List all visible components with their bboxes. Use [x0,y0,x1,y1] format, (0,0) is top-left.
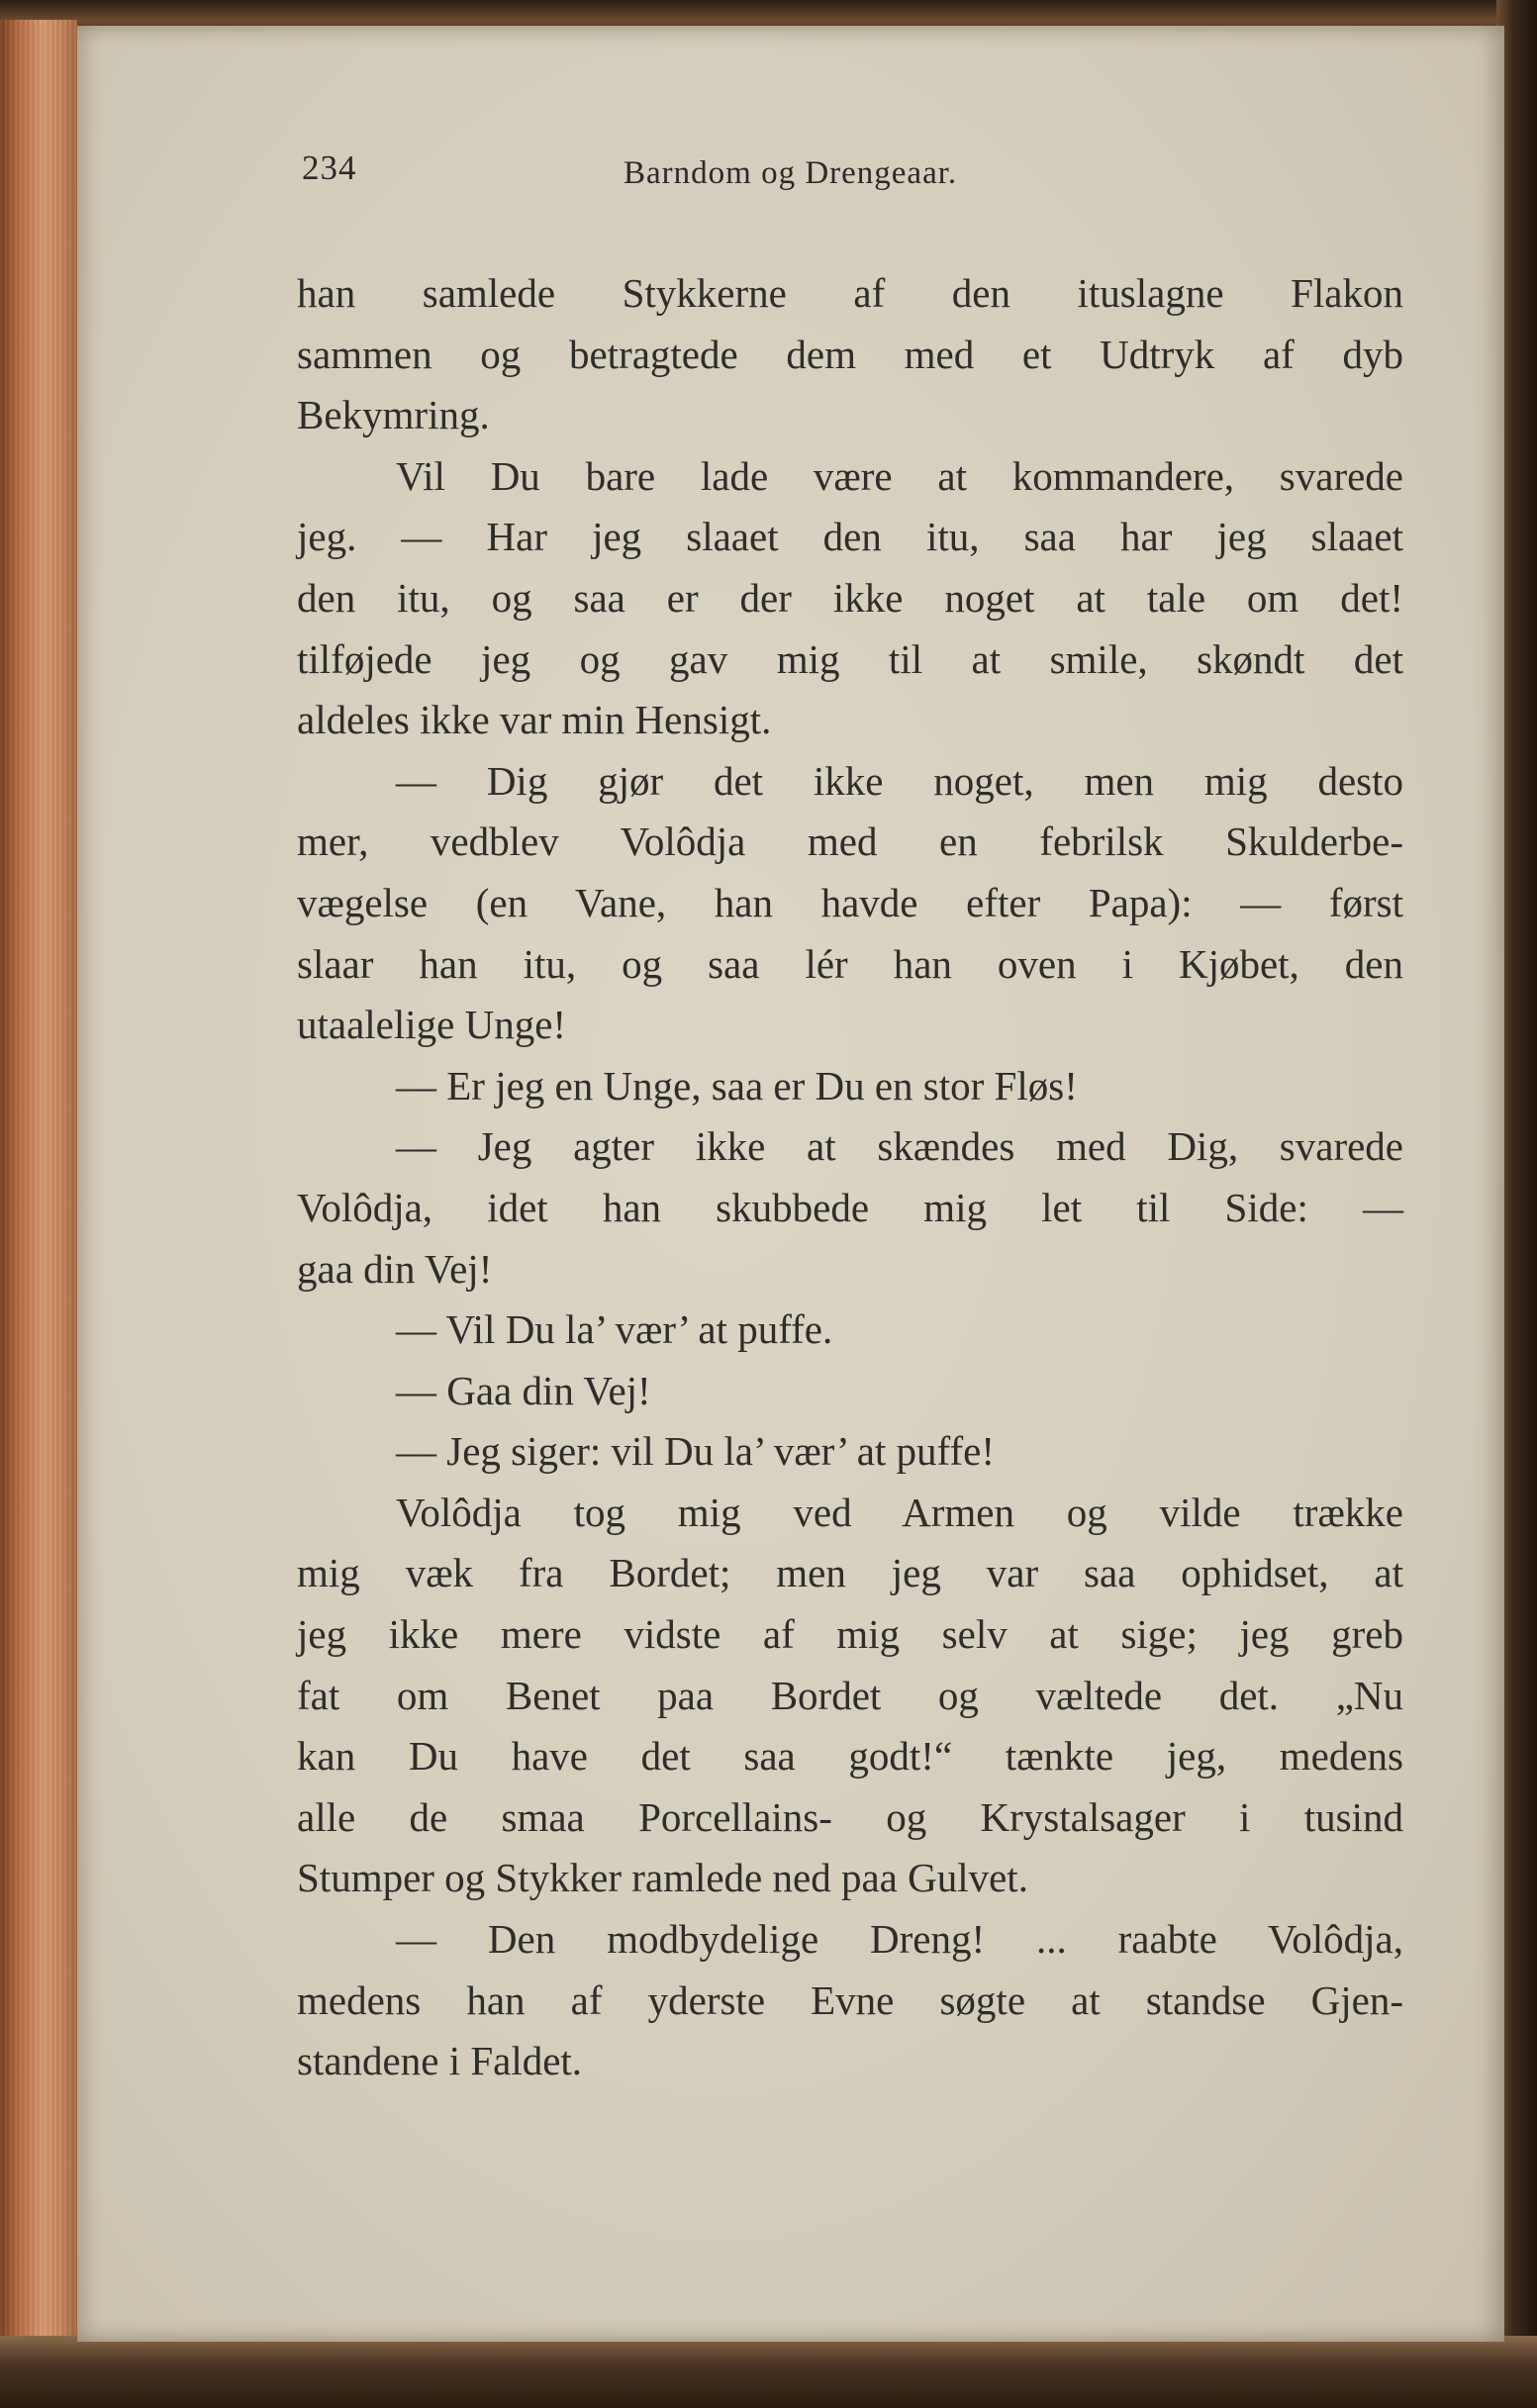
text-line: alle de smaa Porcellains- og Krystalsager i tusind [297,1793,1403,1840]
text-line: Vil Du bare lade være at kommandere, svarede [396,452,1403,499]
text-line: — Er jeg en Unge, saa er Du en stor Fløs! [396,1062,1078,1108]
text-line: medens han af yderste Evne søgte at standse Gjen- [297,1976,1403,2023]
text-line: fat om Benet paa Bordet og væltede det. „Nu [297,1672,1403,1718]
text-line: jeg ikke mere vidste af mig selv at sige; jeg greb [297,1611,1403,1658]
text-line: — Gaa din Vej! [396,1367,651,1413]
text-line: han samlede Stykkerne af den ituslagne Flakon [297,270,1403,316]
text-line: kan Du have det saa godt!“ tænkte jeg, medens [297,1733,1403,1780]
book-bottom-edge [0,2336,1537,2408]
text-line: slaar han itu, og saa lér han oven i Kjøbet, den [297,940,1403,987]
text-line: mer, vedblev Volôdja med en febrilsk Skulderbe- [297,819,1403,865]
running-head: Barndom og Drengeaar. [624,155,958,191]
book-spine-edge [0,20,77,2408]
text-line: den itu, og saa er der ikke noget at tale om det! [297,574,1403,621]
text-line: — Jeg agter ikke at skændes med Dig, svarede [396,1123,1403,1170]
text-line: Volôdja tog mig ved Armen og vilde trække [396,1489,1403,1535]
text-line: gaa din Vej! [297,1245,493,1292]
body-text [297,263,1403,2092]
text-line: Bekymring. [297,392,490,438]
text-line: Stumper og Stykker ramlede ned paa Gulvet. [297,1855,1028,1901]
text-line: utaalelige Unge! [297,1002,567,1048]
text-line: — Jeg siger: vil Du la’ vær’ at puffe! [396,1428,995,1475]
text-line: tilføjede jeg og gav mig til at smile, skøndt det [297,635,1403,682]
text-line: aldeles ikke var min Hensigt. [297,697,772,743]
text-line: standene i Faldet. [297,2038,583,2084]
page-number: 234 [302,148,357,187]
text-line: vægelse (en Vane, han havde efter Papa): — først [297,879,1403,925]
text-line: Volôdja, idet han skubbede mig let til Side: — [297,1184,1403,1230]
text-line: mig væk fra Bordet; men jeg var saa ophidset, at [297,1550,1403,1596]
text-line: — Den modbydelige Dreng! ... raabte Volôdja, [396,1916,1403,1963]
text-line: — Vil Du la’ vær’ at puffe. [396,1306,833,1353]
text-line: — Dig gjør det ikke noget, men mig desto [396,757,1403,804]
text-line: sammen og betragtede dem med et Udtryk af dyb [297,331,1403,377]
text-line: jeg. — Har jeg slaaet den itu, saa har jeg slaaet [297,514,1403,560]
